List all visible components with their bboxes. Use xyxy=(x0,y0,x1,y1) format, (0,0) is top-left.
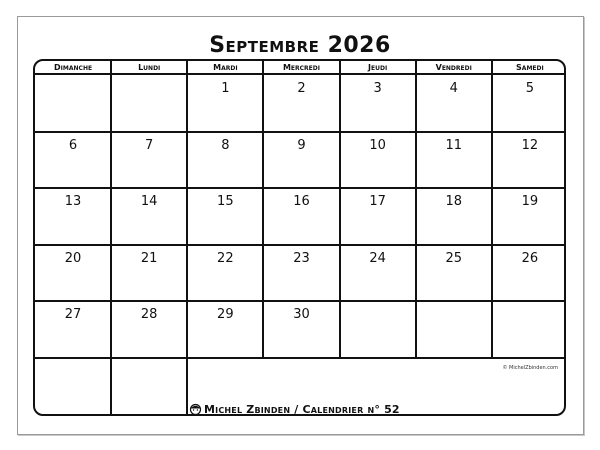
day-number: 5 xyxy=(525,81,535,96)
row-divider xyxy=(35,300,564,302)
day-cell xyxy=(416,132,492,189)
day-cell xyxy=(111,301,187,358)
row-divider xyxy=(35,244,564,246)
column-divider xyxy=(110,61,112,416)
column-divider xyxy=(186,61,188,416)
day-number: 23 xyxy=(293,250,310,266)
day-cell xyxy=(111,245,187,302)
weekday-header: Vendredi xyxy=(416,61,492,75)
footer-text: Michel Zbinden / Calendrier n° 52 xyxy=(204,403,400,416)
day-cell xyxy=(263,188,339,245)
day-number: 24 xyxy=(369,250,386,266)
day-cell xyxy=(187,132,263,189)
day-number: 3 xyxy=(373,81,382,96)
weekday-header: Dimanche xyxy=(35,61,111,75)
day-number: 22 xyxy=(217,250,234,266)
day-number: 27 xyxy=(64,307,82,323)
day-number: 8 xyxy=(221,137,230,153)
day-number: 7 xyxy=(145,137,154,153)
calendar-title: Septembre 2026 xyxy=(209,33,391,58)
day-number: 30 xyxy=(293,307,310,323)
day-cell xyxy=(187,301,263,358)
day-cell xyxy=(416,301,492,358)
day-number: 13 xyxy=(64,194,82,210)
weekday-header: Samedi xyxy=(492,61,566,75)
day-cell xyxy=(35,245,111,302)
day-cell xyxy=(492,301,566,358)
day-number: 26 xyxy=(521,250,539,266)
day-cell xyxy=(263,245,339,302)
weekday-header: Mercredi xyxy=(263,61,339,75)
day-number: 28 xyxy=(140,307,158,323)
day-cell xyxy=(416,75,492,132)
day-number: 9 xyxy=(297,137,306,153)
day-number: 11 xyxy=(445,137,463,153)
day-cell xyxy=(35,301,111,358)
weekday-header: Jeudi xyxy=(340,61,416,75)
day-number: 2 xyxy=(297,81,306,96)
day-cell xyxy=(187,245,263,302)
day-number: 15 xyxy=(217,194,234,210)
day-cell xyxy=(492,245,566,302)
row-divider xyxy=(35,187,564,189)
day-number: 19 xyxy=(521,194,539,210)
day-cell xyxy=(111,188,187,245)
day-cell xyxy=(35,188,111,245)
day-number: 10 xyxy=(369,137,386,153)
column-divider xyxy=(262,61,264,358)
day-cell xyxy=(263,75,339,132)
row-divider xyxy=(35,357,564,359)
day-number: 29 xyxy=(217,307,234,323)
day-cell xyxy=(187,188,263,245)
day-cell xyxy=(416,245,492,302)
day-cell xyxy=(340,188,416,245)
column-divider xyxy=(339,61,341,358)
day-cell xyxy=(263,132,339,189)
day-cell xyxy=(492,75,566,132)
weekday-header: Lundi xyxy=(111,61,187,75)
day-cell xyxy=(35,132,111,189)
calendar-grid xyxy=(33,59,566,416)
row-divider xyxy=(35,131,564,133)
weekday-header: Mardi xyxy=(187,61,263,75)
copyright-text: © MichelZbinden.com xyxy=(502,365,558,371)
day-number: 18 xyxy=(445,194,463,210)
face-icon xyxy=(189,403,202,415)
day-number: 4 xyxy=(449,81,458,96)
day-number: 21 xyxy=(140,250,158,266)
column-divider xyxy=(415,61,417,358)
day-number: 16 xyxy=(293,194,310,210)
day-cell xyxy=(492,132,566,189)
day-number: 12 xyxy=(521,137,539,153)
column-divider xyxy=(491,61,493,358)
footer-credit xyxy=(189,403,400,416)
day-cell xyxy=(187,75,263,132)
day-number: 1 xyxy=(221,81,230,96)
day-cell xyxy=(340,75,416,132)
day-number: 14 xyxy=(140,194,158,210)
day-cell xyxy=(111,132,187,189)
day-cell xyxy=(340,245,416,302)
day-number: 17 xyxy=(369,194,386,210)
day-cell xyxy=(492,188,566,245)
day-cell xyxy=(111,75,187,132)
day-cell xyxy=(340,301,416,358)
day-cell xyxy=(263,301,339,358)
day-cell xyxy=(340,132,416,189)
day-cell xyxy=(35,75,111,132)
day-number: 6 xyxy=(68,137,78,153)
day-number: 25 xyxy=(445,250,463,266)
day-number: 20 xyxy=(64,250,82,266)
day-cell xyxy=(416,188,492,245)
